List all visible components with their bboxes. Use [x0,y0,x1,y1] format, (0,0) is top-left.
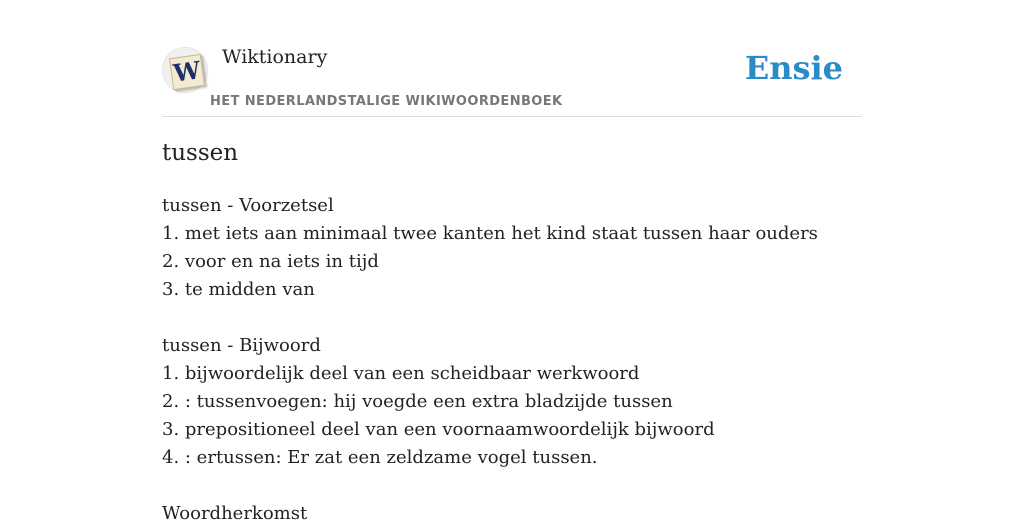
ensie-brand-link[interactable]: Ensie [744,49,843,87]
section-gap [162,304,862,332]
site-tagline: HET NEDERLANDSTALIGE WIKIWOORDENBOEK [210,94,563,109]
site-header [162,44,862,117]
definition-item: 2. : tussenvoegen: hij voegde een extra bladzijde tussen [162,391,673,412]
section-heading: Woordherkomst [162,503,308,524]
definition-item: 4. : ertussen: Er zat een zeldzame vogel tussen. [162,447,598,468]
definition-item: 2. voor en na iets in tijd [162,251,379,272]
definition-item: 1. met iets aan minimaal twee kanten het kind staat tussen haar ouders [162,223,818,244]
definition-item: 1. bijwoordelijk deel van een scheidbaar werkwoord [162,363,640,384]
definition-item: 3. te midden van [162,279,315,300]
section-gap [162,472,862,500]
entry-content [162,192,862,528]
definition-item: 3. prepositioneel deel van een voornaamwoordelijk bijwoord [162,419,715,440]
site-name-link[interactable]: Wiktionary [222,46,328,68]
section-heading: tussen - Bijwoord [162,335,321,356]
logo-tile: W [169,54,205,90]
page-title: tussen [162,140,239,166]
wiktionary-logo-icon[interactable] [162,47,208,93]
section-heading: tussen - Voorzetsel [162,195,334,216]
